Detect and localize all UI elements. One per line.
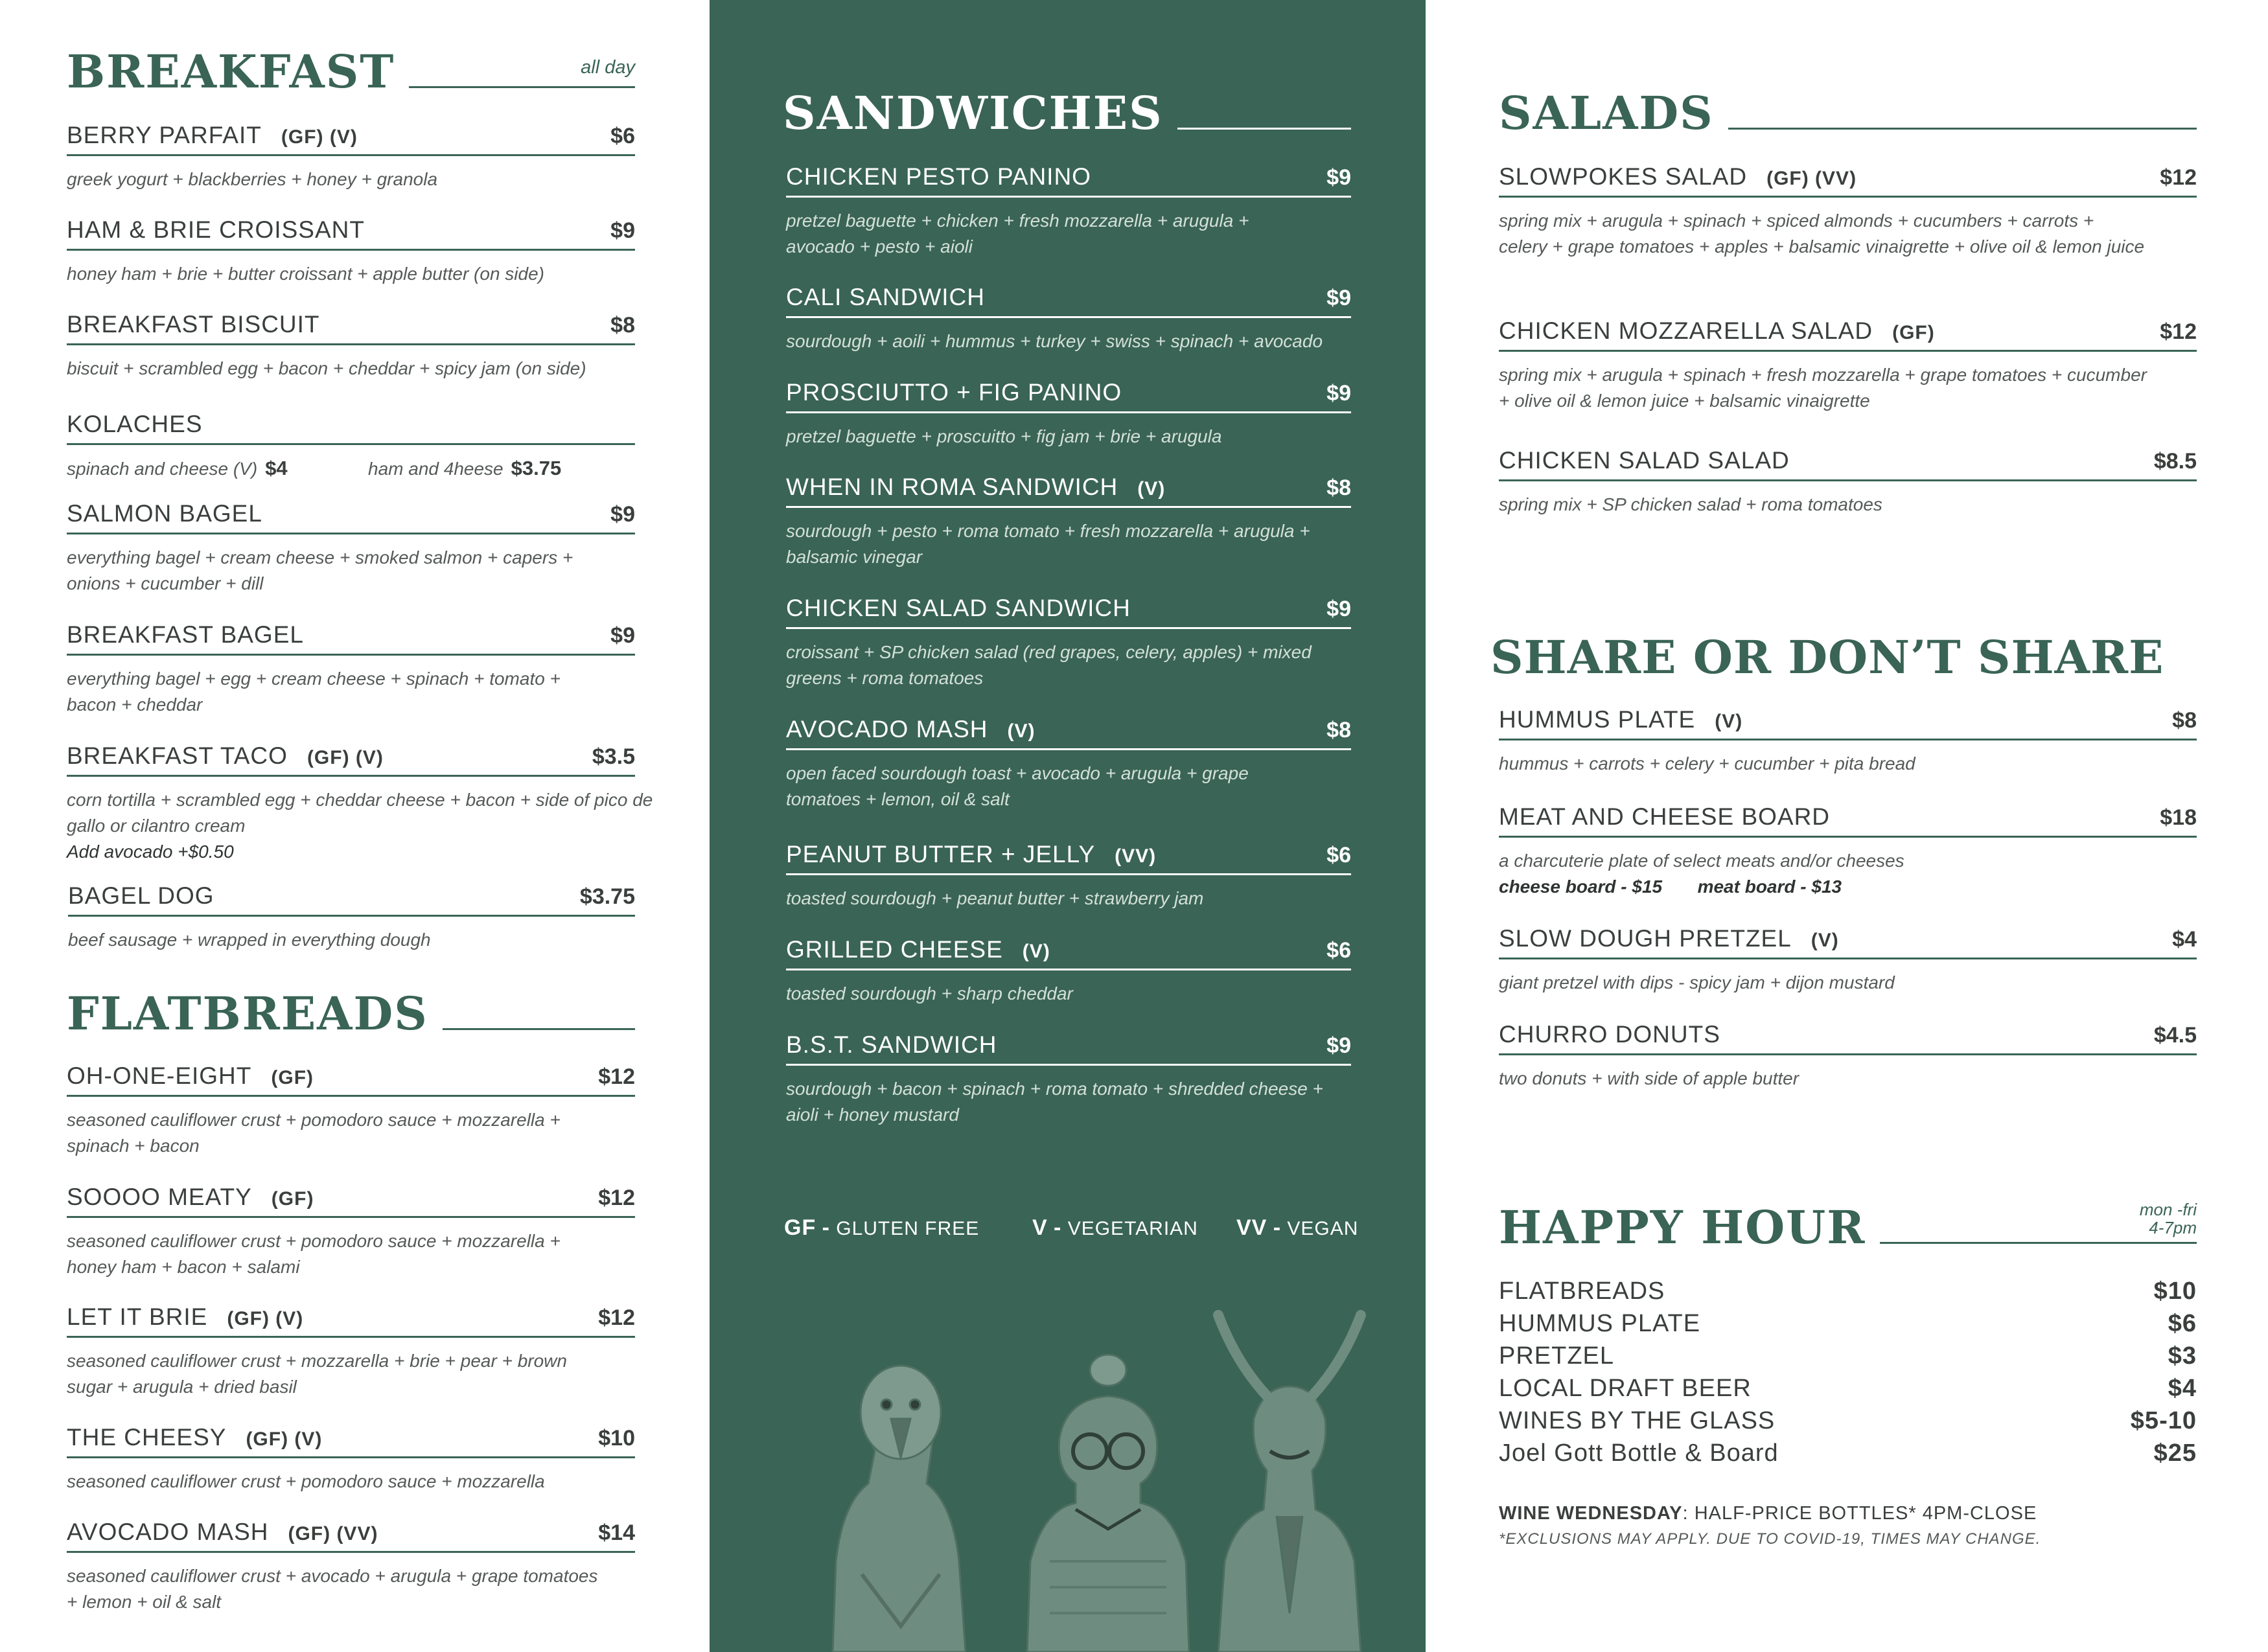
item-desc: everything bagel + cream cheese + smoked salmon + capers + onions + cucumber + dill (67, 547, 573, 593)
item-desc: sourdough + pesto + roma tomato + fresh mozzarella + arugula + balsamic vinegar (786, 521, 1310, 567)
menu-item[interactable]: SOOOO MEATY (GF) $12 seasoned cauliflower crust + pomodoro sauce + mozzarella + honey ham + bacon + salami (67, 1184, 635, 1280)
item-desc: open faced sourdough toast + avocado + arugula + grape tomatoes + lemon, oil & salt (786, 763, 1249, 809)
item-desc: seasoned cauliflower crust + pomodoro sauce + mozzarella + spinach + bacon (67, 1110, 561, 1156)
item-price: $10 (598, 1426, 635, 1451)
share-header (1490, 630, 2268, 684)
item-price: $3.5 (592, 744, 635, 769)
hh-row: HUMMUS PLATE $6 (1499, 1310, 2197, 1337)
menu-item[interactable]: CHICKEN SALAD SANDWICH $9 croissant + SP chicken salad (red grapes, celery, apples) + mixed greens + roma tomatoes (786, 595, 1351, 691)
menu-item[interactable]: WHEN IN ROMA SANDWICH (V) $8 sourdough + pesto + roma tomato + fresh mozzarella + arugula + balsamic vinegar (786, 474, 1351, 570)
flatbreads-title: FLATBREADS (67, 987, 428, 1040)
item-desc: corn tortilla + scrambled egg + cheddar cheese + bacon + side of pico de gallo or cilantro cream (67, 790, 653, 836)
sandwiches-title: SANDWICHES (783, 86, 1163, 140)
item-desc: a charcuterie plate of select meats and/or cheeses (1499, 851, 1904, 871)
menu-item[interactable]: BAGEL DOG $3.75 beef sausage + wrapped in everything dough (68, 882, 635, 953)
menu-item[interactable]: PROSCIUTTO + FIG PANINO $9 pretzel baguette + proscuitto + fig jam + brie + arugula (786, 379, 1351, 450)
wine-wednesday: WINE WEDNESDAY: HALF-PRICE BOTTLES* 4PM-CLOSE (1499, 1503, 2037, 1524)
legend-gf: GF - GLUTEN FREE (784, 1215, 980, 1240)
menu-item-kolaches[interactable]: KOLACHES spinach and cheese (V) $4 ham and 4heese $3.75 (67, 406, 635, 482)
item-desc: honey ham + brie + butter croissant + apple butter (on side) (67, 264, 544, 284)
breakfast-note: all day (581, 56, 635, 78)
legend-vv: VV - VEGAN (1236, 1215, 1359, 1240)
menu-item[interactable]: BREAKFAST TACO (GF) (V) $3.5 corn tortilla + scrambled egg + cheddar cheese + bacon + side of pico de gallo or cilantro cream Add avocado +$0.50 (67, 742, 635, 865)
item-price: $12 (2160, 319, 2197, 344)
menu-item[interactable]: SLOW DOUGH PRETZEL (V) $4 giant pretzel with dips - spicy jam + dijon mustard (1499, 925, 2197, 996)
item-desc: pretzel baguette + chicken + fresh mozzarella + arugula + avocado + pesto + aioli (786, 211, 1249, 257)
item-price: $9 (1326, 165, 1351, 190)
hh-row: PRETZEL $3 (1499, 1342, 2197, 1370)
item-price: $9 (610, 218, 635, 243)
item-desc: toasted sourdough + sharp cheddar (786, 983, 1073, 1004)
item-price: $6 (1326, 843, 1351, 867)
item-desc: biscuit + scrambled egg + bacon + cheddar + spicy jam (on side) (67, 358, 586, 378)
happy-hour-header (1499, 1200, 2197, 1254)
item-price: $4.5 (2153, 1023, 2197, 1048)
menu-item[interactable]: AVOCADO MASH (V) $8 open faced sourdough toast + avocado + arugula + grape tomatoes + lemon, oil & salt (786, 716, 1351, 812)
menu-item[interactable]: THE CHEESY (GF) (V) $10 seasoned cauliflower crust + pomodoro sauce + mozzarella (67, 1424, 635, 1495)
diet-legend (784, 1215, 1432, 1241)
menu-item[interactable]: CHICKEN SALAD SALAD $8.5 spring mix + SP chicken salad + roma tomatoes (1499, 447, 2197, 518)
item-addon: Add avocado +$0.50 (67, 842, 234, 862)
menu-item[interactable]: GRILLED CHEESE (V) $6 toasted sourdough + sharp cheddar (786, 936, 1351, 1007)
hh-row: FLATBREADS $10 (1499, 1278, 2197, 1305)
menu-item[interactable]: CALI SANDWICH $9 sourdough + aoili + hummus + turkey + swiss + spinach + avocado (786, 284, 1351, 354)
menu-item[interactable]: HUMMUS PLATE (V) $8 hummus + carrots + celery + cucumber + pita bread (1499, 706, 2197, 777)
menu-item[interactable]: PEANUT BUTTER + JELLY (VV) $6 toasted sourdough + peanut butter + strawberry jam (786, 841, 1351, 912)
item-price: $6 (1326, 938, 1351, 963)
middle-column (710, 0, 1426, 1652)
happy-hour-title: HAPPY HOUR (1499, 1200, 1866, 1254)
right-column (1426, 0, 2197, 1652)
item-desc: pretzel baguette + proscuitto + fig jam + brie + arugula (786, 426, 1222, 446)
item-desc: toasted sourdough + peanut butter + strawberry jam (786, 888, 1204, 908)
menu-item[interactable]: CHURRO DONUTS $4.5 two donuts + with side of apple butter (1499, 1021, 2197, 1092)
menu-item[interactable]: B.S.T. SANDWICH $9 sourdough + bacon + spinach + roma tomato + shredded cheese + aioli + honey mustard (786, 1031, 1351, 1128)
item-price: $8 (1326, 476, 1351, 500)
sandwiches-header (783, 86, 1351, 140)
item-price: $9 (610, 502, 635, 527)
menu-item[interactable]: BERRY PARFAIT (GF) (V) $6 greek yogurt + blackberries + honey + granola (67, 122, 635, 192)
menu-item[interactable]: CHICKEN MOZZARELLA SALAD (GF) $12 spring mix + arugula + spinach + fresh mozzarella + grape tomatoes + cucumber + olive oil & lemon juice + balsamic vinaigrette (1499, 317, 2197, 414)
item-desc: spring mix + arugula + spinach + spiced almonds + cucumbers + carrots + celery + grape tomatoes + apples + balsamic vinaigrette + olive oil & lemon juice (1499, 211, 2145, 257)
menu-item[interactable]: SLOWPOKES SALAD (GF) (VV) $12 spring mix + arugula + spinach + spiced almonds + cucumbers + carrots + celery + grape tomatoes + apples + balsamic vinaigrette + olive oil & lemon juice (1499, 163, 2197, 260)
item-sub-prices: cheese board - $15 meat board - $13 (1499, 877, 1842, 897)
item-price: $9 (1326, 381, 1351, 406)
menu-item[interactable]: OH-ONE-EIGHT (GF) $12 seasoned cauliflower crust + pomodoro sauce + mozzarella + spinach + bacon (67, 1062, 635, 1159)
item-desc: spring mix + arugula + spinach + fresh mozzarella + grape tomatoes + cucumber + olive oil & lemon juice + balsamic vinaigrette (1499, 365, 2147, 411)
item-price: $8 (2172, 708, 2197, 733)
item-price: $8 (610, 313, 635, 338)
item-desc: hummus + carrots + celery + cucumber + pita bread (1499, 753, 1915, 774)
share-title: SHARE OR DON’T SHARE (1490, 630, 2164, 684)
item-desc: everything bagel + egg + cream cheese + spinach + tomato + bacon + cheddar (67, 669, 561, 715)
item-price: $12 (598, 1186, 635, 1210)
menu-item[interactable]: LET IT BRIE (GF) (V) $12 seasoned cauliflower crust + mozzarella + brie + pear + brown sugar + arugula + dried basil (67, 1303, 635, 1400)
item-desc: sourdough + bacon + spinach + roma tomato + shredded cheese + aioli + honey mustard (786, 1079, 1323, 1125)
item-desc: seasoned cauliflower crust + pomodoro sauce + mozzarella + honey ham + bacon + salami (67, 1231, 561, 1277)
animal-illustration (771, 1289, 1419, 1652)
salads-header (1499, 86, 2197, 140)
flatbreads-header (67, 987, 635, 1040)
hh-row: LOCAL DRAFT BEER $4 (1499, 1375, 2197, 1402)
item-desc: seasoned cauliflower crust + mozzarella + brie + pear + brown sugar + arugula + dried basil (67, 1351, 567, 1397)
menu-item[interactable]: CHICKEN PESTO PANINO $9 pretzel baguette + chicken + fresh mozzarella + arugula + avocado + pesto + aioli (786, 163, 1351, 260)
item-price: $8 (1326, 718, 1351, 742)
item-price: $9 (610, 623, 635, 648)
item-desc: seasoned cauliflower crust + avocado + arugula + grape tomatoes + lemon + oil & salt (67, 1566, 598, 1612)
happy-hour-list (1499, 1275, 2197, 1469)
item-desc: seasoned cauliflower crust + pomodoro sauce + mozzarella (67, 1471, 545, 1491)
item-price: $9 (1326, 1033, 1351, 1058)
item-price: $14 (598, 1520, 635, 1545)
salads-title: SALADS (1499, 86, 1714, 140)
breakfast-header (67, 45, 635, 98)
menu-item[interactable]: BREAKFAST BISCUIT $8 biscuit + scrambled egg + bacon + cheddar + spicy jam (on side) (67, 311, 635, 382)
item-price: $6 (610, 124, 635, 148)
menu-item[interactable]: MEAT AND CHEESE BOARD $18 a charcuterie plate of select meats and/or cheeses cheese board - $15 meat board - $13 (1499, 803, 2197, 900)
disclaimer: *EXCLUSIONS MAY APPLY. DUE TO COVID-19, TIMES MAY CHANGE. (1499, 1530, 2041, 1548)
happy-hour-note: mon -fri 4-7pm (2139, 1200, 2197, 1237)
item-price: $18 (2160, 805, 2197, 830)
item-desc: croissant + SP chicken salad (red grapes, celery, apples) + mixed greens + roma tomatoes (786, 642, 1312, 688)
item-price: $9 (1326, 597, 1351, 621)
item-desc: spring mix + SP chicken salad + roma tomatoes (1499, 494, 1882, 514)
item-price: $4 (2172, 927, 2197, 952)
item-price: $9 (1326, 286, 1351, 310)
item-desc: beef sausage + wrapped in everything dough (68, 930, 431, 950)
hh-row: Joel Gott Bottle & Board $25 (1499, 1440, 2197, 1467)
left-column (0, 0, 710, 1652)
menu-item[interactable]: BREAKFAST BAGEL $9 everything bagel + egg + cream cheese + spinach + tomato + bacon + cheddar (67, 621, 635, 718)
item-desc: sourdough + aoili + hummus + turkey + swiss + spinach + avocado (786, 331, 1323, 351)
item-price: $8.5 (2153, 449, 2197, 474)
item-price: $12 (598, 1064, 635, 1089)
breakfast-title: BREAKFAST (67, 45, 395, 98)
item-desc: giant pretzel with dips - spicy jam + dijon mustard (1499, 972, 1895, 992)
menu-item[interactable]: SALMON BAGEL $9 everything bagel + cream cheese + smoked salmon + capers + onions + cucumber + dill (67, 500, 635, 597)
item-price: $12 (2160, 165, 2197, 190)
item-desc: greek yogurt + blackberries + honey + granola (67, 169, 438, 189)
menu-item[interactable]: HAM & BRIE CROISSANT $9 honey ham + brie + butter croissant + apple butter (on side) (67, 216, 635, 287)
item-desc: two donuts + with side of apple butter (1499, 1068, 1799, 1088)
item-price: $3.75 (579, 884, 635, 909)
hh-row: WINES BY THE GLASS $5-10 (1499, 1407, 2197, 1434)
item-price: $12 (598, 1305, 635, 1330)
menu-item[interactable]: AVOCADO MASH (GF) (VV) $14 seasoned cauliflower crust + avocado + arugula + grape tomatoes + lemon + oil & salt (67, 1519, 635, 1615)
legend-v: V - VEGETARIAN (1032, 1215, 1198, 1240)
